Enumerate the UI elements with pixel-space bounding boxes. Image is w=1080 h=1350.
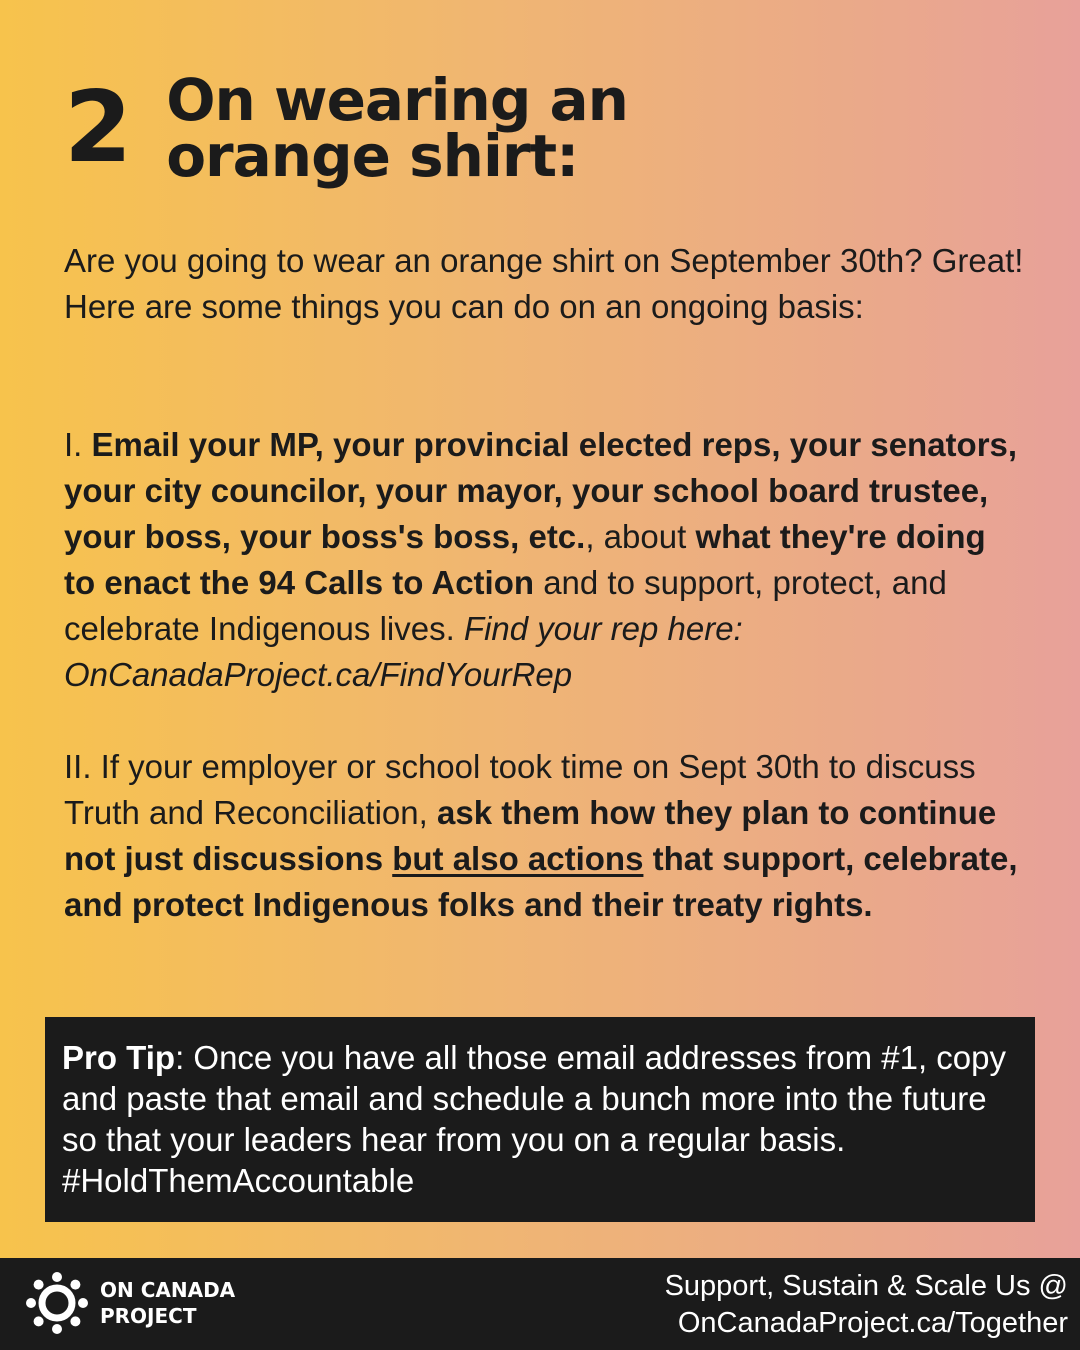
intro-paragraph: Are you going to wear an orange shirt on September 30th? Great! Here are some things you can do on an ongoing basis: [64, 242, 1024, 325]
footer-bar [0, 1258, 1080, 1350]
item-1-numeral: I. [64, 426, 92, 463]
logo-text [100, 1277, 235, 1329]
action-item-2 [64, 744, 1024, 928]
support-line-2: OnCanadaProject.ca/Together [677, 1307, 1068, 1339]
item-1-find-rep-link[interactable]: Find your rep here: OnCanadaProject.ca/FindYourRep [64, 610, 743, 693]
item-1-text-about: , about [585, 518, 696, 555]
action-item-1 [64, 422, 1024, 698]
logo-line-1: ON CANADA [100, 1278, 236, 1302]
item-2-bold-ask-them: ask them how they plan to continue not just discussions [64, 794, 997, 877]
support-link[interactable] [665, 1268, 1068, 1342]
on-canada-project-logo-icon [24, 1270, 90, 1336]
item-1-bold-calls-to-action: what they're doing to enact the 94 Calls to Action [64, 518, 986, 601]
item-2-text-intro: II. If your employer or school took time on Sept 30th to discuss Truth and Reconciliation, [64, 748, 976, 831]
pro-tip-label: Pro Tip [62, 1039, 176, 1076]
support-line-1: Support, Sustain & Scale Us @ [664, 1270, 1068, 1302]
heading-number: 2 [64, 71, 131, 185]
logo-line-2: PROJECT [100, 1304, 197, 1328]
page-title: On wearing an orange shirt: [166, 66, 628, 190]
page-heading [64, 66, 726, 190]
item-2-bold-support: that support, celebrate, and protect Indigenous folks and their treaty rights. [64, 840, 1018, 923]
footer-logo[interactable] [24, 1270, 235, 1336]
pro-tip-text: : Once you have all those email addresses from #1, copy and paste that email and schedule a bunch more into the future so that your leaders hear from you on a regular basis. #HoldThemAccountable [62, 1039, 1007, 1199]
item-2-underlined-actions: but also actions [392, 840, 644, 877]
item-1-bold-email-reps: Email your MP, your provincial elected reps, your senators, your city councilor, your mayor, your school board trustee, your boss, your boss's boss, etc. [64, 426, 1018, 555]
item-1-text-support: and to support, protect, and celebrate Indigenous lives. [64, 564, 947, 647]
pro-tip-box [45, 1017, 1035, 1222]
